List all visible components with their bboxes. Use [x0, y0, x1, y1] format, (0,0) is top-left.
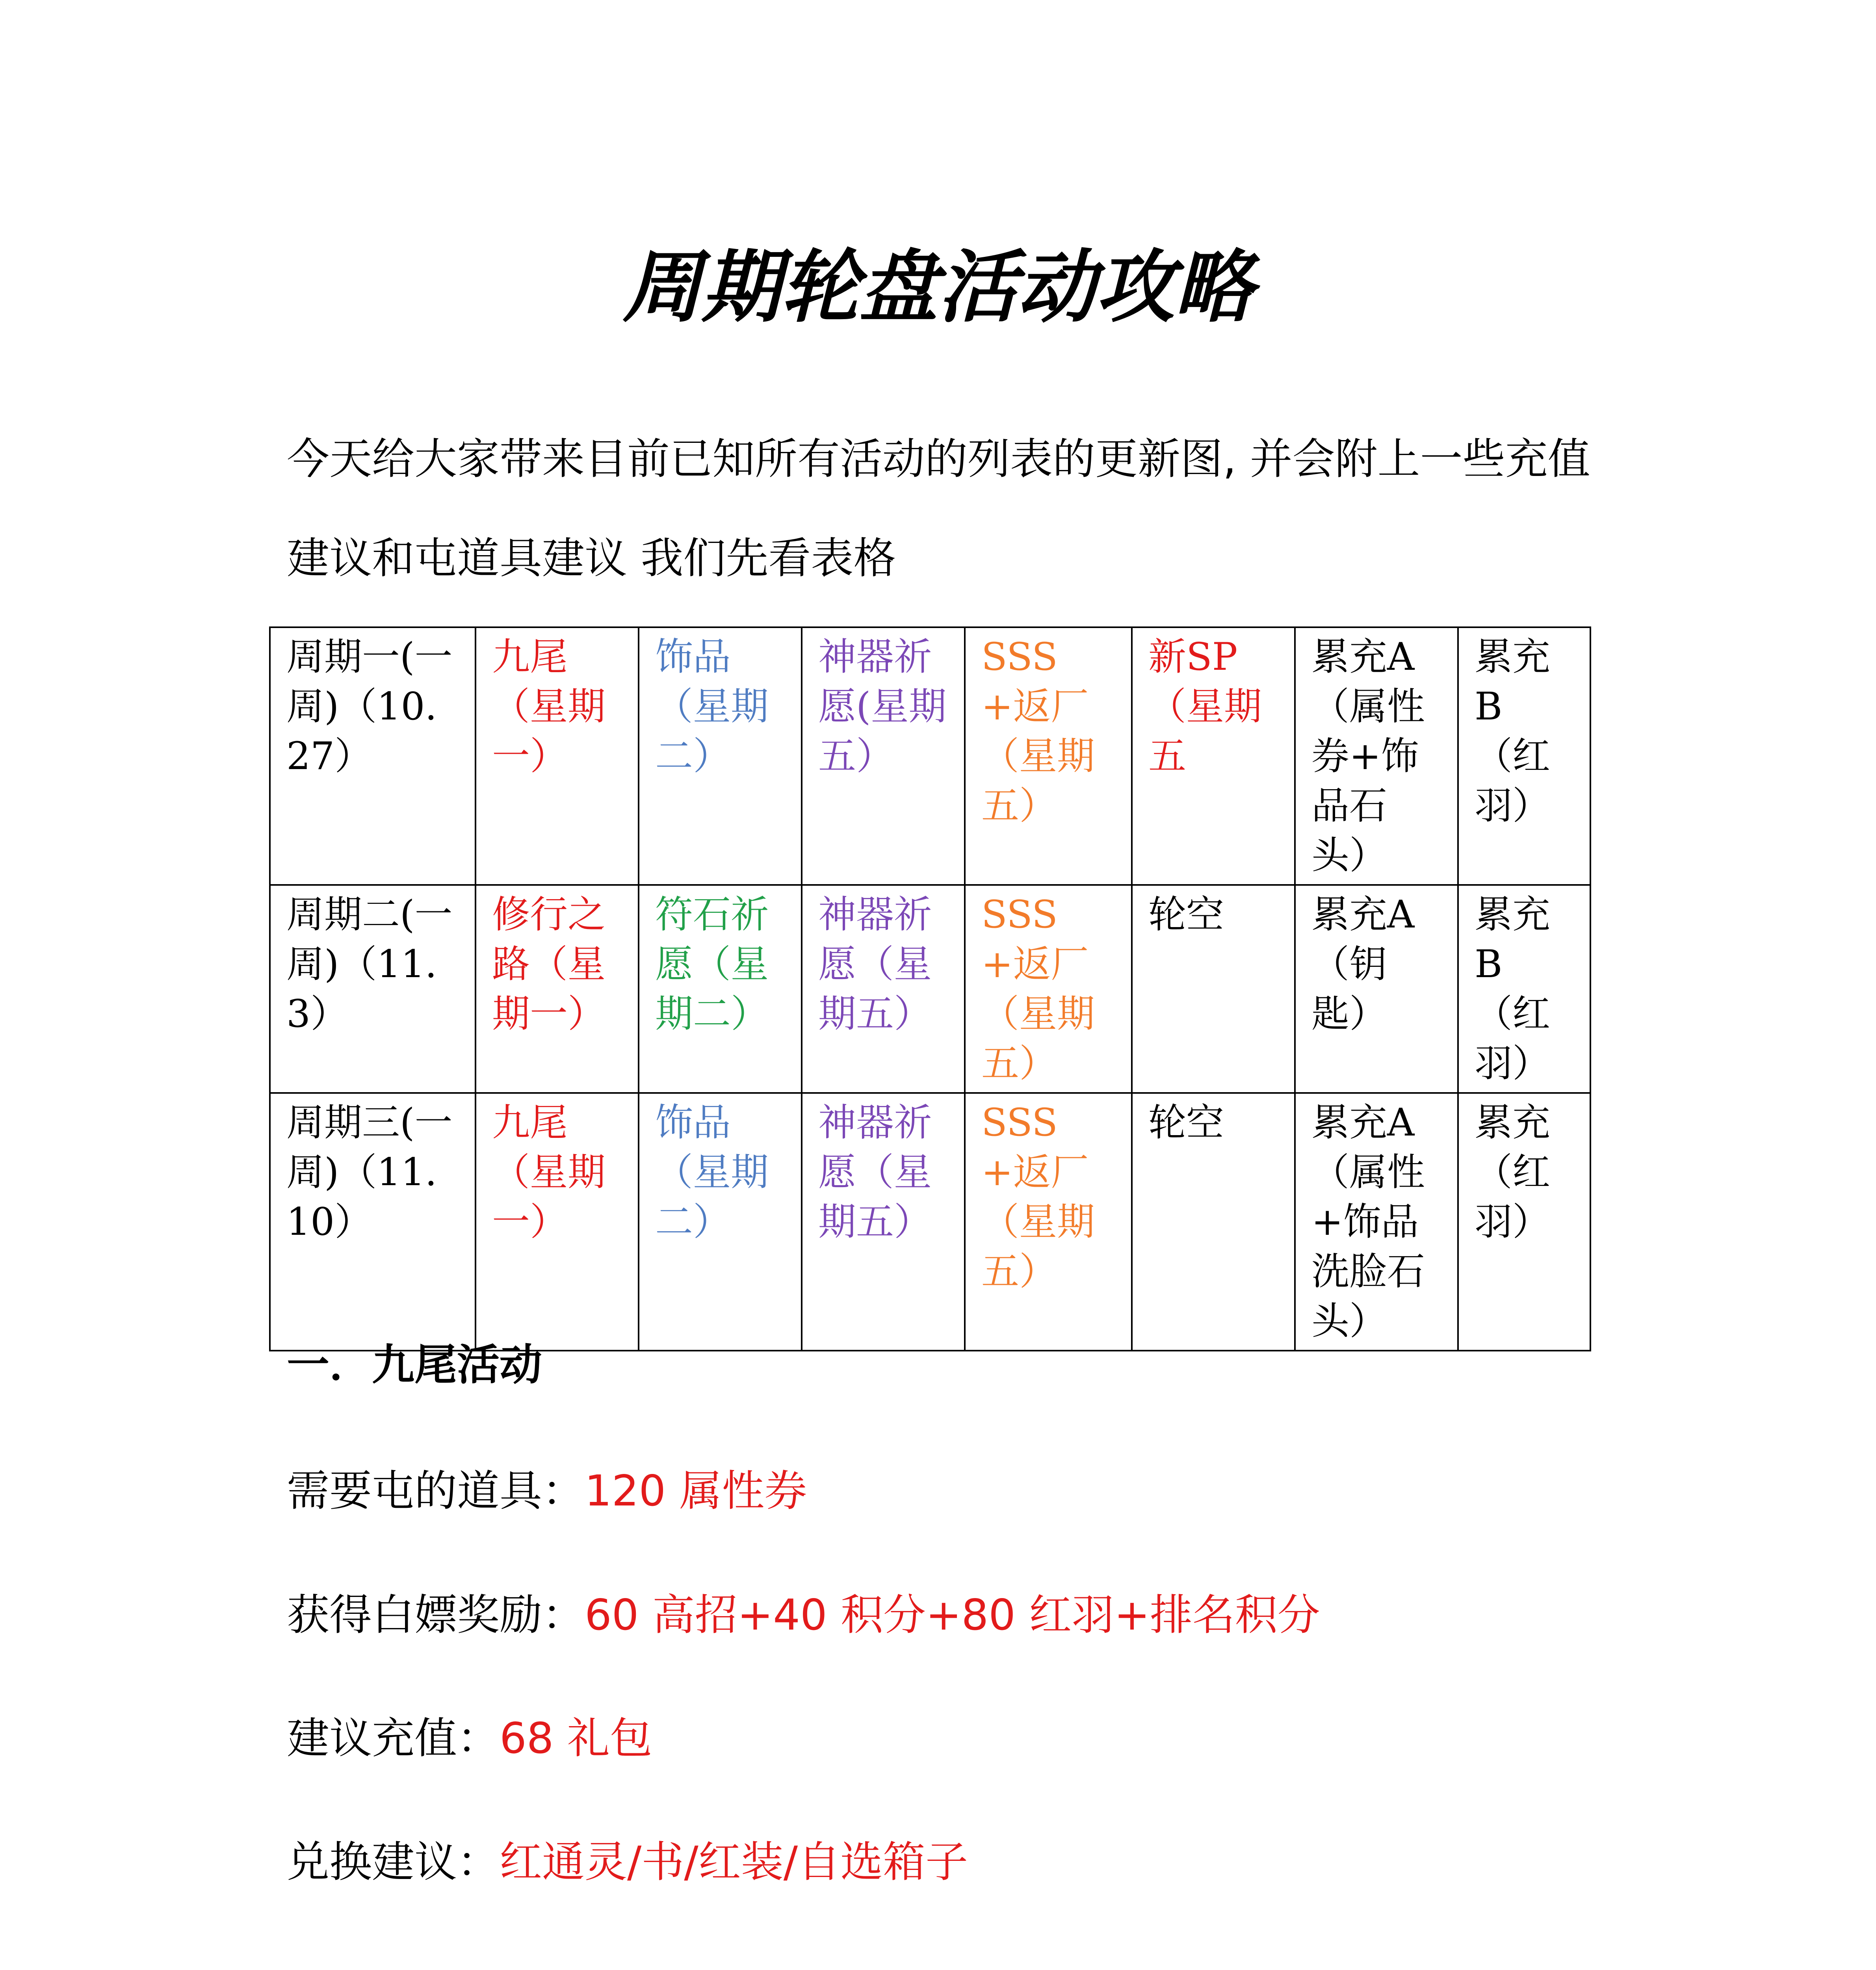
cell-text: 神器祈愿（星期五） [818, 892, 932, 1036]
info-value: 68 礼包 [500, 1714, 652, 1763]
cell-text: 轮空 [1148, 892, 1224, 937]
table-cell [1295, 627, 1458, 885]
cell-text: 周期二(一周)（11.3） [286, 892, 453, 1036]
info-line-exchange-advice [287, 1833, 968, 1892]
table-cell [1132, 885, 1295, 1093]
cell-text: 累充B（红羽） [1475, 892, 1550, 1085]
table-cell [1295, 1093, 1458, 1351]
table-cell [802, 1093, 965, 1351]
cell-text: 周期一(一周)（10.27） [286, 635, 453, 778]
cell-text: 九尾（星期一） [492, 1100, 606, 1244]
table-cell [965, 1093, 1132, 1351]
cell-text: 九尾（星期一） [492, 635, 606, 778]
cell-text: 修行之路（星期一） [492, 892, 606, 1036]
table-cell [802, 885, 965, 1093]
table-cell [270, 1093, 476, 1351]
table-cell [1132, 627, 1295, 885]
info-value: 60 高招+40 积分+80 红羽+排名积分 [585, 1591, 1320, 1640]
cell-text: 周期三(一周)（11.10） [286, 1100, 453, 1244]
cell-text: 累充A（属性券+饰品石头） [1311, 635, 1425, 877]
cell-text: 新SP（星期五 [1148, 635, 1262, 778]
table-cell [965, 885, 1132, 1093]
info-line-free-rewards [287, 1586, 1320, 1645]
cell-text: 累充A（钥匙） [1311, 892, 1415, 1036]
cell-text: 神器祈愿（星期五） [818, 1100, 932, 1244]
table-row [270, 1093, 1590, 1351]
cell-text: 累充A（属性+饰品洗脸石头） [1311, 1100, 1425, 1343]
table-cell [1132, 1093, 1295, 1351]
table-cell [802, 627, 965, 885]
page-title: 周期轮盘活动攻略 [622, 242, 1253, 333]
info-label: 获得白嫖奖励： [287, 1591, 585, 1640]
info-label: 需要屯的道具： [287, 1466, 585, 1516]
table-cell [1458, 1093, 1590, 1351]
info-value: 120 属性券 [585, 1466, 807, 1516]
table-cell [639, 885, 802, 1093]
table-cell [476, 885, 639, 1093]
table-cell [1458, 885, 1590, 1093]
table-cell [1295, 885, 1458, 1093]
table-row [270, 885, 1590, 1093]
intro-paragraph: 今天给大家带来目前已知所有活动的列表的更新图, 并会附上一些充值建议和屯道具建议 我们先看表格 [287, 435, 1590, 583]
table-cell [270, 627, 476, 885]
section-heading: 一．九尾活动 [287, 1340, 542, 1390]
cell-text: 轮空 [1148, 1100, 1224, 1145]
info-line-items-to-stock [287, 1462, 807, 1521]
cell-text: SSS+返厂（星期五） [981, 1100, 1095, 1294]
table-cell [270, 885, 476, 1093]
cell-text: SSS+返厂（星期五） [981, 892, 1095, 1085]
info-label: 建议充值： [287, 1714, 500, 1763]
cell-text: 累充B（红羽） [1475, 635, 1550, 828]
table-cell [639, 1093, 802, 1351]
table-cell [1458, 627, 1590, 885]
table-cell [965, 627, 1132, 885]
cell-text: 符石祈愿（星期二） [655, 892, 769, 1036]
cell-text: 饰品（星期二） [655, 635, 769, 778]
cell-text: 神器祈愿(星期五） [818, 635, 947, 778]
cell-text: 累充（红羽） [1475, 1100, 1550, 1244]
cell-text: SSS+返厂（星期五） [981, 635, 1095, 828]
info-value: 红通灵/书/红装/自选箱子 [500, 1838, 968, 1887]
table-cell [476, 1093, 639, 1351]
table-row [270, 627, 1590, 885]
table-cell [639, 627, 802, 885]
table-cell [476, 627, 639, 885]
schedule-table [269, 626, 1591, 1351]
info-label: 兑换建议： [287, 1838, 500, 1887]
info-line-recharge-advice [287, 1709, 652, 1768]
cell-text: 饰品（星期二） [655, 1100, 769, 1244]
